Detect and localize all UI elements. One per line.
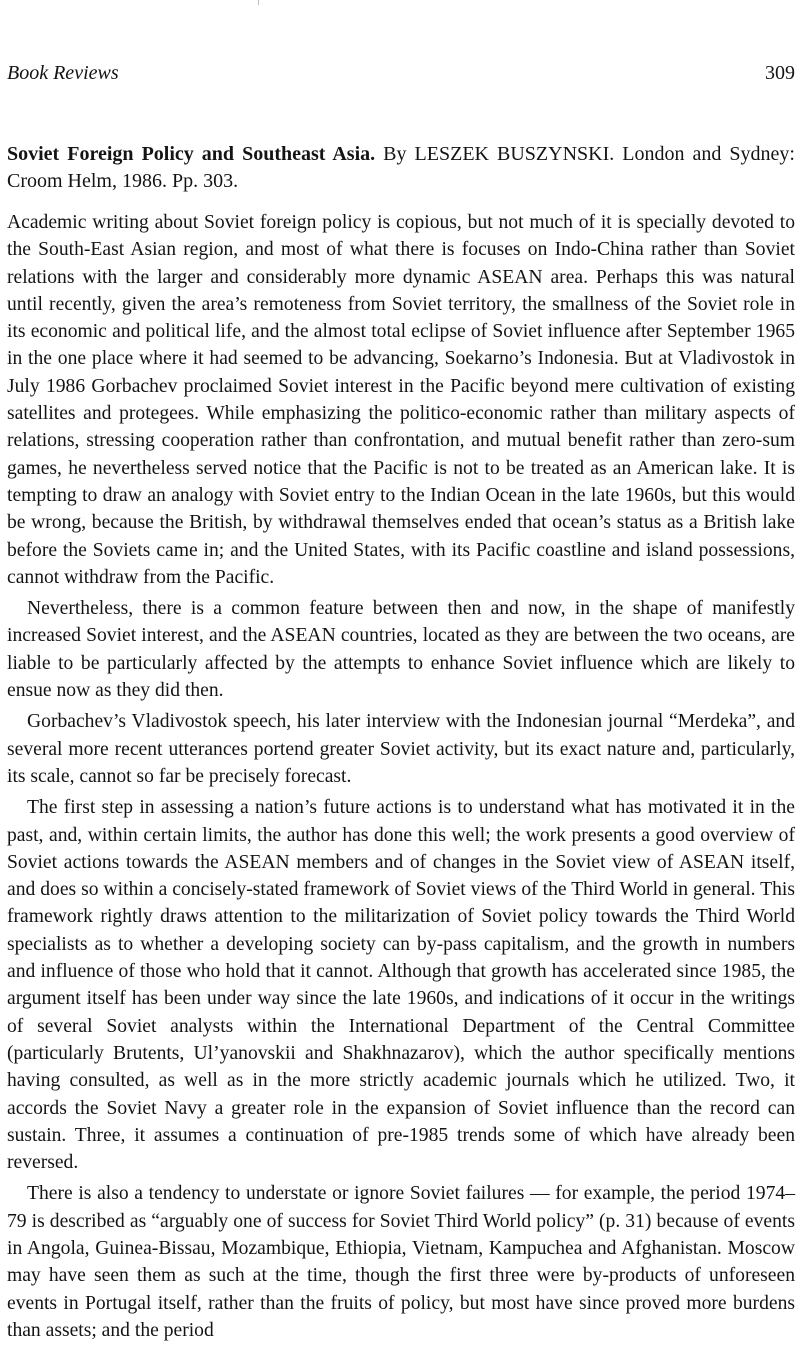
scan-mark (258, 0, 259, 5)
running-head (7, 60, 795, 86)
book-publication: London and Sydney: Croom Helm, 1986. Pp. 303. (7, 143, 795, 192)
book-title: Soviet Foreign Policy and Southeast Asia. (7, 143, 376, 165)
running-title: Book Reviews (7, 62, 119, 84)
paragraph-5: There is also a tendency to understate or ignore Soviet failures — for example, the period 1974–79 is described as “arguably one of success for Soviet Third World policy” (p. 31) because of events in Angola, Guinea-Bissau, Mozambique, Ethiopia, Vietnam, Kampuchea and Afghanistan. Moscow may have seen them as such at the time, though the first three were by-products of unforeseen events in Portugal itself, rather than the fruits of policy, but most have since proved more burdens than assets; and the period (7, 1183, 795, 1341)
book-author: By LESZEK BUSZYNSKI. (383, 143, 615, 165)
paragraph-4: The first step in assessing a nation’s future actions is to understand what has motivated it in the past, and, within certain limits, the author has done this well; the work presents a good overview of Soviet actions towards the ASEAN members and of changes in the Soviet view of ASEAN itself, and does so within a concisely-stated framework of Soviet views of the Third World in general. This framework rightly draws attention to the militarization of Soviet policy towards the Third World specialists as to whether a developing society can by-pass capitalism, and the growth in numbers and influence of those who hold that it cannot. Although that growth has accelerated since 1985, the argument itself has been under way since the late 1960s, and indications of it occur in the writings of several Soviet analysts within the International Department of the Central Committee (particularly Brutents, Ul’yanovskii and Shakhnazarov), which the author specifically mentions having consulted, as well as in the more strictly academic journals which he utilized. Two, it accords the Soviet Navy a greater role in the expansion of Soviet influence than the record can sustain. Three, it assumes a continuation of pre-1985 trends some of which have already been reversed. (7, 797, 795, 1174)
review-body (7, 209, 795, 1344)
paragraph-3: Gorbachev’s Vladivostok speech, his later interview with the Indonesian journal “Merdeka”, and several more recent utterances portend greater Soviet activity, but its exact nature and, particularly, its scale, cannot so far be precisely forecast. (7, 711, 795, 787)
book-citation (7, 141, 795, 195)
page-number: 309 (765, 62, 795, 84)
paragraph-2: Nevertheless, there is a common feature between then and now, in the shape of manifestly increased Soviet interest, and the ASEAN countries, located as they are between the two oceans, are liable to be particularly affected by the attempts to enhance Soviet influence which are likely to ensue now as they did then. (7, 598, 795, 702)
paragraph-1: Academic writing about Soviet foreign policy is copious, but not much of it is specially devoted to the South-East Asian region, and most of what there is focuses on Indo-China rather than Soviet relations with the larger and considerably more dynamic ASEAN area. Perhaps this was natural until recently, given the area’s remoteness from Soviet territory, the smallness of the Soviet role in its economic and political life, and the almost total eclipse of Soviet influence after September 1965 in the one place where it had seemed to be advancing, Soekarno’s Indonesia. But at Vladivostok in July 1986 Gorbachev proclaimed Soviet interest in the Pacific beyond mere cultivation of existing satellites and protegees. While emphasizing the politico-economic rather than military aspects of relations, stressing cooperation rather than confrontation, and mutual benefit rather than zero-sum games, he nevertheless served notice that the Pacific is not to be treated as an American lake. It is tempting to draw an analogy with Soviet entry to the Indian Ocean in the late 1960s, but this would be wrong, because the British, by withdrawal themselves ended that ocean’s status as a British lake before the Soviets came in; and the United States, with its Pacific coastline and island possessions, cannot withdraw from the Pacific. (7, 212, 795, 588)
